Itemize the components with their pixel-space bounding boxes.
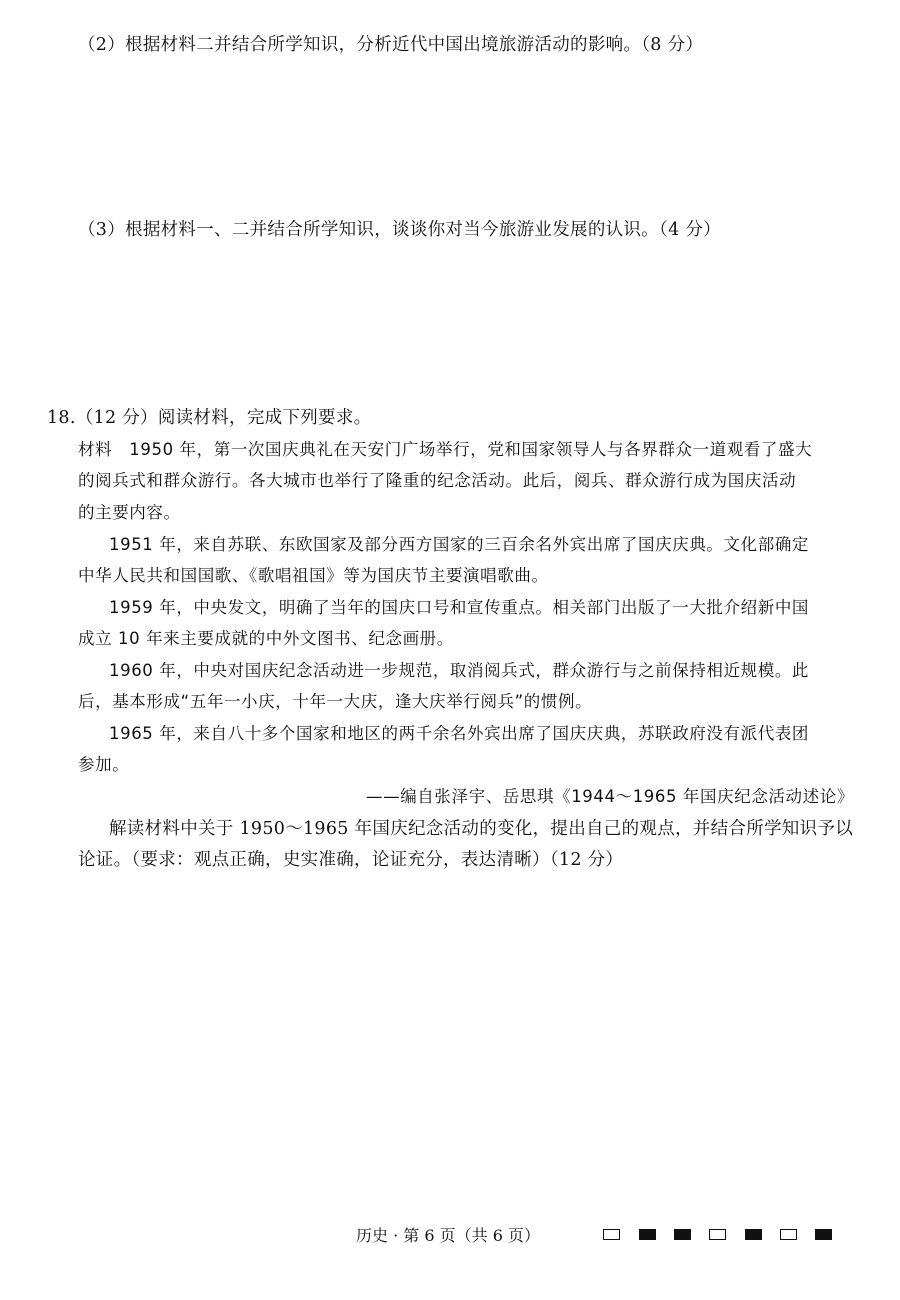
material-line: 参加。 (78, 755, 130, 774)
scan-mark (709, 1229, 726, 1240)
material-line: 后，基本形成“五年一小庆，十年一大庆，逢大庆举行阅兵”的惯例。 (78, 692, 593, 711)
material-line: 的阅兵式和群众游行。各大城市也举行了隆重的纪念活动。此后，阅兵、群众游行成为国庆活动 (78, 471, 797, 490)
material-line: 1959 年，中央发文，明确了当年的国庆口号和宣传重点。相关部门出版了一大批介绍新中国 (109, 598, 810, 617)
task-line: 论证。（要求：观点正确，史实准确，论证充分，表达清晰）（12 分） (78, 850, 624, 870)
material-source: ——编自张泽宇、岳思琪《1944～1965 年国庆纪念活动述论》 (366, 787, 854, 806)
material-line: 中华人民共和国国歌、《歌唱祖国》等为国庆节主要演唱歌曲。 (78, 566, 549, 585)
material-line: 1965 年，来自八十多个国家和地区的两千余名外宾出席了国庆庆典，苏联政府没有派代表团 (109, 724, 810, 743)
question-2: （2）根据材料二并结合所学知识，分析近代中国出境旅游活动的影响。（8 分） (78, 35, 704, 55)
material-line: 材料 1950 年，第一次国庆典礼在天安门广场举行，党和国家领导人与各界群众一道观看了盛大 (78, 440, 813, 459)
scan-mark (674, 1229, 691, 1240)
task-line: 解读材料中关于 1950～1965 年国庆纪念活动的变化，提出自己的观点，并结合所学知识予以 (109, 819, 853, 839)
scan-mark (780, 1229, 797, 1240)
scan-mark (815, 1229, 832, 1240)
material-line: 的主要内容。 (78, 503, 181, 522)
material-line: 1951 年，来自苏联、东欧国家及部分西方国家的三百余名外宾出席了国庆庆典。文化部确定 (109, 535, 810, 554)
scan-mark (745, 1229, 762, 1240)
page-footer: 历史 · 第 6 页（共 6 页） (356, 1226, 540, 1245)
question-18-header: 18.（12 分）阅读材料，完成下列要求。 (47, 408, 372, 428)
scan-mark (639, 1229, 656, 1240)
question-3: （3）根据材料一、二并结合所学知识，谈谈你对当今旅游业发展的认识。（4 分） (78, 220, 721, 240)
scan-mark (603, 1229, 620, 1240)
material-line: 成立 10 年来主要成就的中外文图书、纪念画册。 (78, 629, 454, 648)
material-line: 1960 年，中央对国庆纪念活动进一步规范，取消阅兵式，群众游行与之前保持相近规模。此 (109, 661, 810, 680)
